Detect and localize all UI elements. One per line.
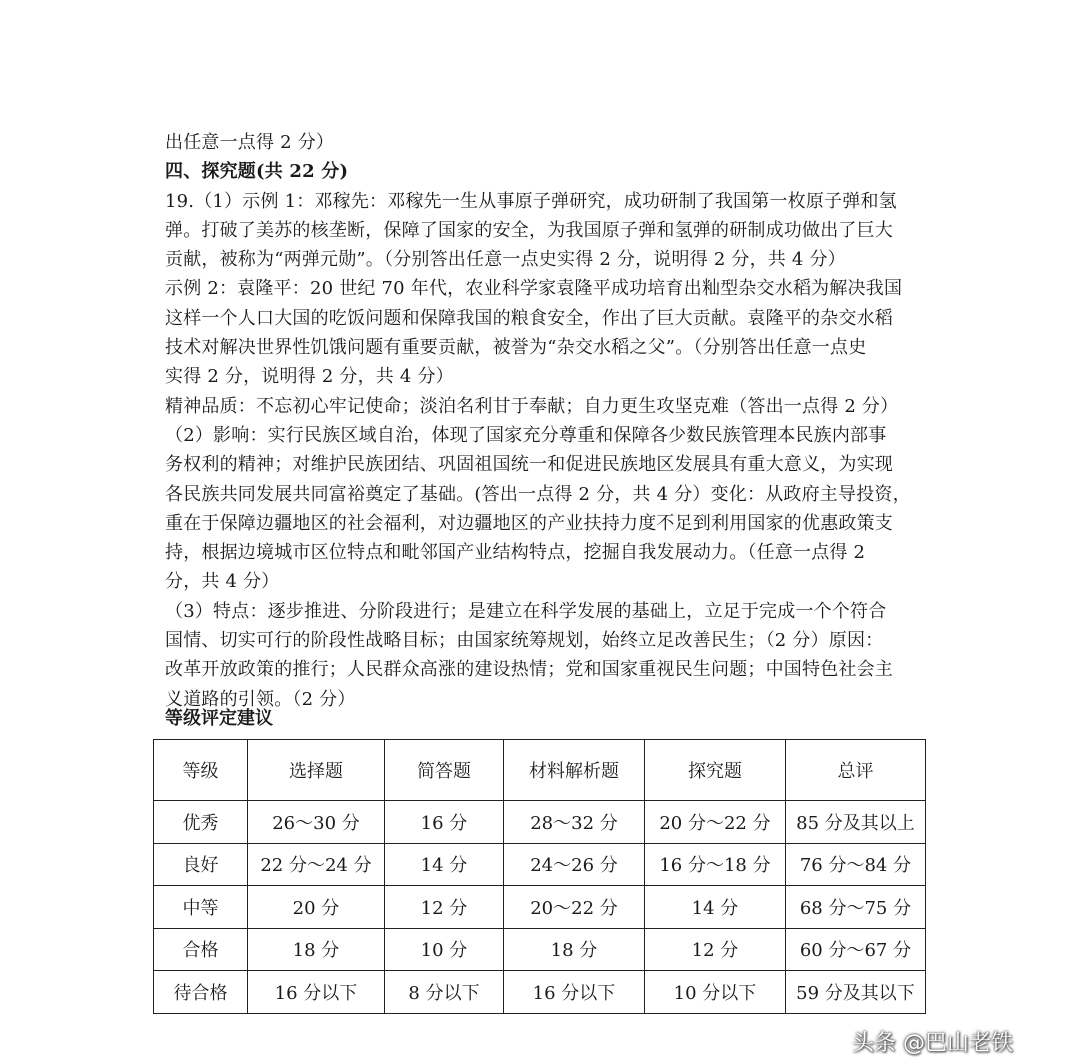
table-header-row: [154, 740, 926, 801]
table-cell: 待合格: [154, 971, 248, 1014]
text-line: 国情、切实可行的阶段性战略目标；由国家统筹规划，始终立足改善民生；（2 分）原因：: [165, 630, 884, 652]
header-cell: 材料解析题: [504, 740, 645, 801]
table-cell: 18 分: [248, 928, 385, 971]
table-cell: 16 分～18 分: [645, 843, 786, 886]
table-row: [154, 843, 926, 886]
table-cell: 16 分: [385, 801, 504, 844]
text-line: 分，共 4 分）: [165, 571, 280, 593]
table-cell: 26～30 分: [248, 801, 385, 844]
table-cell: 8 分以下: [385, 971, 504, 1014]
text-line: （2）影响：实行民族区域自治，体现了国家充分尊重和保障各少数民族管理本民族内部事: [165, 424, 887, 446]
table-cell: 20 分～22 分: [645, 801, 786, 844]
table-cell: 24～26 分: [504, 843, 645, 886]
text-line: 持，根据边境城市区位特点和毗邻国产业结构特点，挖掘自我发展动力。（任意一点得 2: [165, 542, 866, 564]
header-cell: 探究题: [645, 740, 786, 801]
watermark: 头条 @巴山老铁: [852, 1031, 1013, 1056]
table-cell: 60 分～67 分: [786, 928, 926, 971]
text-line: 出任意一点得 2 分）: [165, 132, 335, 153]
text-line: 精神品质：不忘初心牢记使命；淡泊名利甘于奉献；自力更生攻坚克难（答出一点得 2 分）: [165, 395, 899, 417]
table-cell: 10 分: [385, 928, 504, 971]
table-cell: 14 分: [385, 843, 504, 886]
text-line: 义道路的引领。（2 分）: [165, 688, 356, 710]
header-cell: 简答题: [385, 740, 504, 801]
header-cell: 等级: [154, 740, 248, 801]
grade-table: [153, 739, 926, 1014]
table-cell: 59 分及其以下: [786, 971, 926, 1014]
table-cell: 68 分～75 分: [786, 886, 926, 929]
table-cell: 优秀: [154, 801, 248, 844]
table-cell: 16 分以下: [504, 971, 645, 1014]
table-cell: 20 分: [248, 886, 385, 929]
table-row: [154, 928, 926, 971]
table-row: [154, 886, 926, 929]
text-line: 示例 2：袁隆平：20 世纪 70 年代，农业科学家袁隆平成功培育出籼型杂交水稻为解决我国: [165, 278, 903, 300]
table-cell: 良好: [154, 843, 248, 886]
header-cell: 选择题: [248, 740, 385, 801]
table-cell: 16 分以下: [248, 971, 385, 1014]
table-cell: 中等: [154, 886, 248, 929]
table-cell: 22 分～24 分: [248, 843, 385, 886]
table-cell: 合格: [154, 928, 248, 971]
text-line: 实得 2 分，说明得 2 分，共 4 分）: [165, 366, 454, 388]
table-row: [154, 801, 926, 844]
table-cell: 76 分～84 分: [786, 843, 926, 886]
text-line: 贡献，被称为“两弹元勋”。（分别答出任意一点史实得 2 分，说明得 2 分，共 4 分）: [165, 249, 846, 271]
table-cell: 10 分以下: [645, 971, 786, 1014]
text-line: 各民族共同发展共同富裕奠定了基础。(答出一点得 2 分，共 4 分）变化：从政府主导投资，: [165, 483, 911, 505]
table-cell: 85 分及其以上: [786, 801, 926, 844]
table-cell: 12 分: [385, 886, 504, 929]
text-line: 弹。打破了美苏的核垄断，保障了国家的安全，为我国原子弹和氢弹的研制成功做出了巨大: [165, 219, 893, 241]
section-heading: 四、探究题(共 22 分): [165, 161, 349, 183]
table-row: [154, 971, 926, 1014]
text-line: 务权利的精神；对维护民族团结、巩固祖国统一和促进民族地区发展具有重大意义，为实现: [165, 454, 893, 476]
text-line: 这样一个人口大国的吃饭问题和保障我国的粮食安全，作出了巨大贡献。袁隆平的杂交水稻: [165, 307, 893, 329]
table-cell: 28～32 分: [504, 801, 645, 844]
text-line: 技术对解决世界性饥饿问题有重要贡献，被誉为“杂交水稻之父”。（分别答出任意一点史: [165, 337, 867, 359]
table-cell: 14 分: [645, 886, 786, 929]
table-cell: 20～22 分: [504, 886, 645, 929]
answer-text-block: [165, 128, 925, 714]
header-cell: 总评: [786, 740, 926, 801]
table-title: 等级评定建议: [165, 708, 273, 729]
text-line: （3）特点：逐步推进、分阶段进行；是建立在科学发展的基础上，立足于完成一个个符合: [165, 600, 887, 622]
table-cell: 18 分: [504, 928, 645, 971]
table-cell: 12 分: [645, 928, 786, 971]
text-line: 重在于保障边疆地区的社会福利，对边疆地区的产业扶持力度不足到利用国家的优惠政策支: [165, 512, 893, 534]
text-line: 改革开放政策的推行；人民群众高涨的建设热情；党和国家重视民生问题；中国特色社会主: [165, 659, 893, 681]
text-line: 19.（1）示例 1：邓稼先：邓稼先一生从事原子弹研究，成功研制了我国第一枚原子弹和氢: [165, 190, 897, 212]
